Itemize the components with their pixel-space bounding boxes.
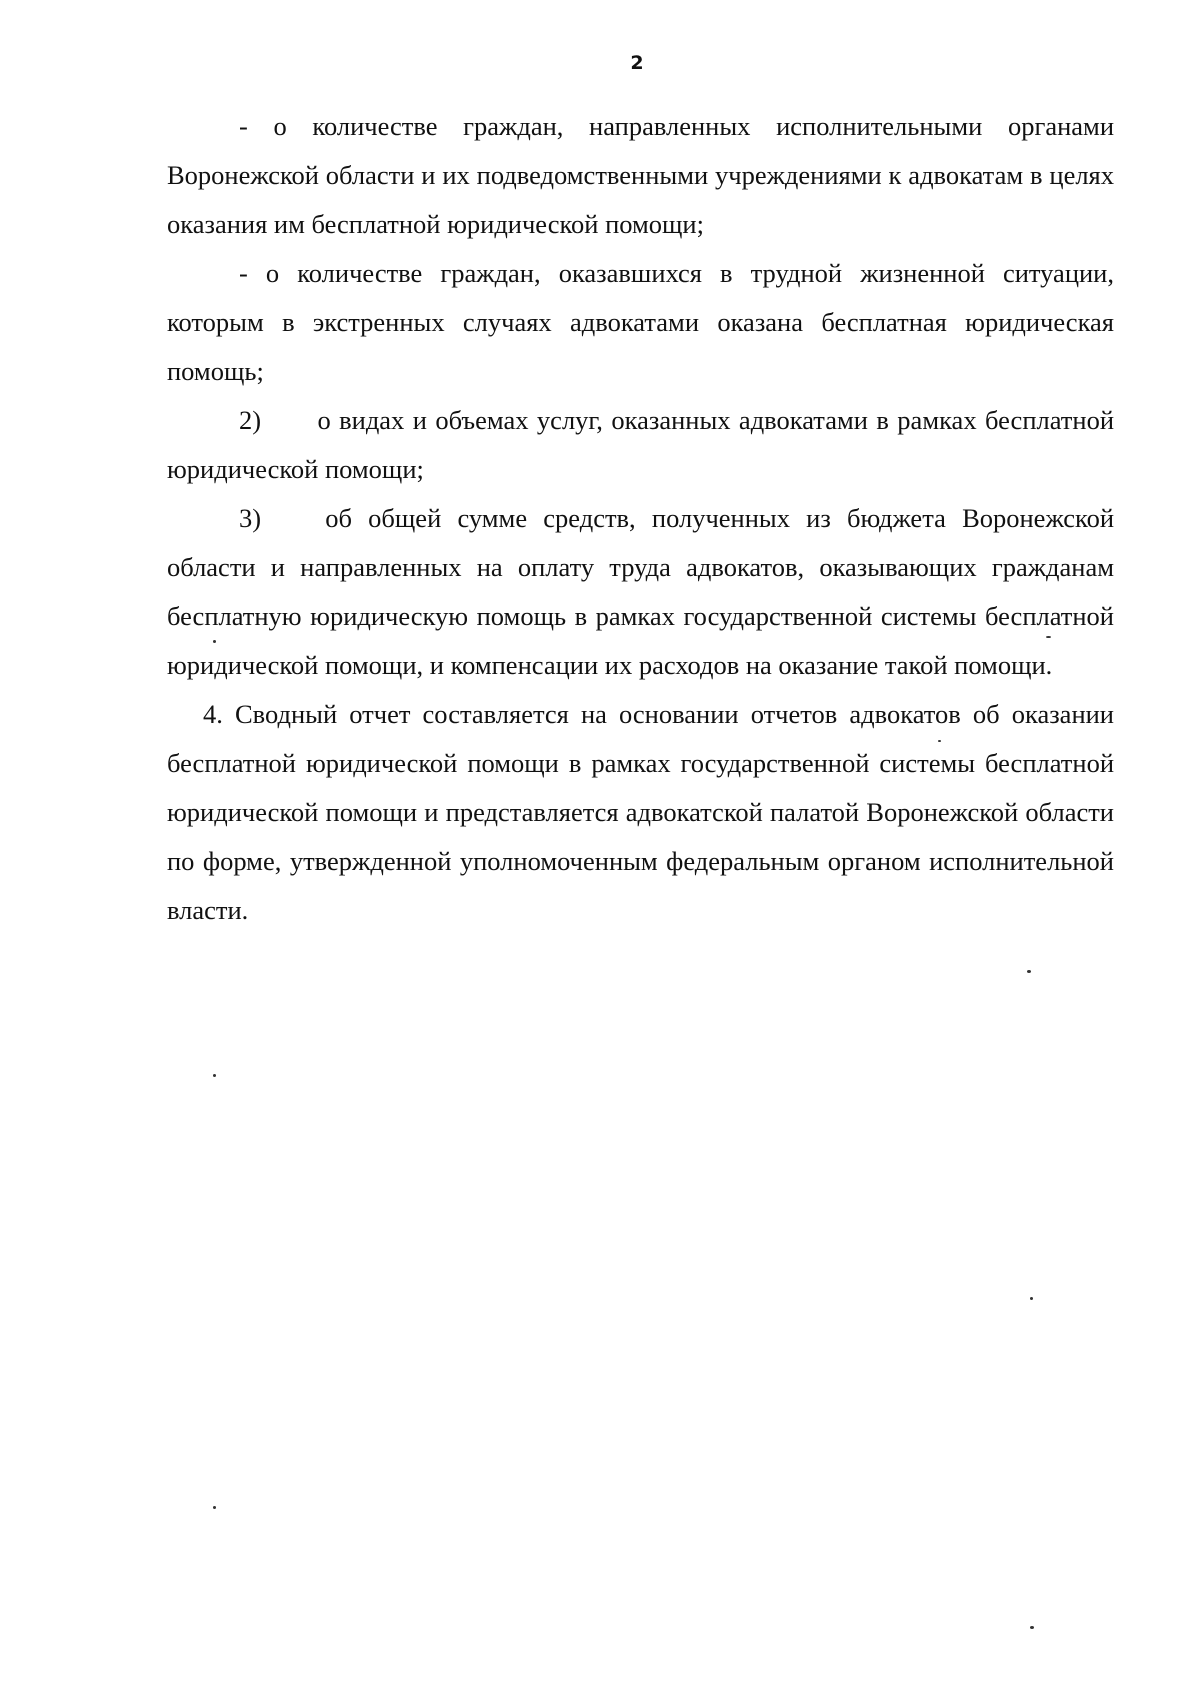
item-number: 3) (239, 503, 262, 533)
item-number: 2) (239, 405, 262, 435)
paragraph-item-3 (167, 494, 1114, 690)
scan-speck (1027, 970, 1031, 973)
paragraph-text: Сводный отчет составляется на основании отчетов адвокатов об оказании бесплатной юридической помощи в рамках государственной системы бесплатной юридической помощи и представляется адвокатской палатой Воронежской области по форме, утвержденной уполномоченным федеральным органом исполнительной власти. (167, 699, 1114, 925)
page-number: 2 (630, 52, 644, 74)
scan-speck (213, 1506, 216, 1509)
paragraph-text: об общей сумме средств, полученных из бюджета Воронежской области и направленных на оплату труда адвокатов, оказывающих гражданам бесплатную юридическую помощь в рамках государственной системы бесплатной юридической помощи, и компенсации их расходов на оказание такой помощи. (167, 503, 1114, 680)
paragraph-text: - о количестве граждан, оказавшихся в трудной жизненной ситуации, которым в экстренных случаях адвокатами оказана бесплатная юридическая помощь; (167, 258, 1114, 386)
paragraph-bullet-2 (167, 249, 1114, 396)
scan-speck (938, 740, 941, 742)
section-number: 4. (203, 699, 223, 729)
paragraph-bullet-1 (167, 102, 1114, 249)
scan-speck (1030, 1297, 1033, 1300)
paragraph-text: о видах и объемах услуг, оказанных адвокатами в рамках бесплатной юридической помощи; (167, 405, 1114, 484)
paragraph-text: - о количестве граждан, направленных исполнительными органами Воронежской области и их подведомственными учреждениями к адвокатам в целях оказания им бесплатной юридической помощи; (167, 111, 1114, 239)
paragraph-section-4 (167, 690, 1114, 935)
scan-speck (213, 1074, 216, 1077)
document-body (167, 102, 1114, 935)
scan-speck (213, 640, 216, 643)
scan-speck (1046, 636, 1051, 638)
scan-speck (1030, 1626, 1034, 1629)
paragraph-item-2 (167, 396, 1114, 494)
